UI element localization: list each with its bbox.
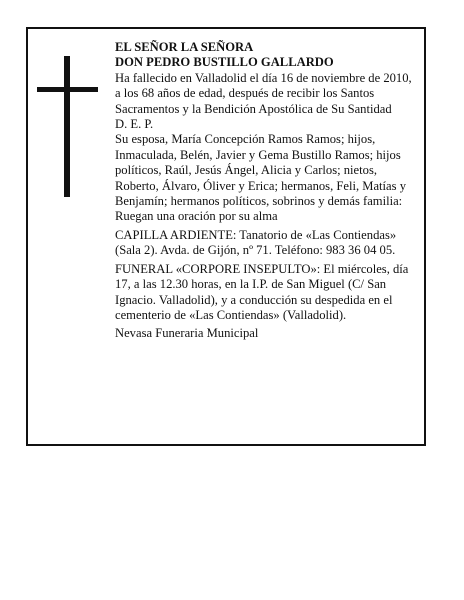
death-announcement: Ha fallecido en Valladolid el día 16 de noviembre de 2010, a los 68 años de edad, después de recibir los Santos Sacramentos y la Bendición Apostólica de Su Santidad bbox=[115, 70, 412, 116]
obituary-heading-titles: EL SEÑOR LA SEÑORA bbox=[115, 40, 254, 54]
funeral-home: Nevasa Funeraria Municipal bbox=[115, 326, 259, 341]
prayer-request: Ruegan una oración por su alma bbox=[115, 209, 278, 224]
family-list: Su esposa, María Concepción Ramos Ramos; hijos, Inmaculada, Belén, Javier y Gema Bustillo Ramos; hijos políticos, Raúl, Jesús Ángel, Alicia y Carlos; nietos, Roberto, Álvaro, Óliver y Erica; hermanos, Feli, Matías y Benjamín; hermanos políticos, sobrinos y demás familia: bbox=[115, 132, 406, 209]
obituary-content bbox=[115, 40, 420, 342]
cross-vertical-bar bbox=[64, 56, 70, 197]
funeral-info: FUNERAL «CORPORE INSEPULTO»: El miércoles, día 17, a las 12.30 horas, en la I.P. de San Miguel (C/ San Ignacio. Valladolid), y a conducción su despedida en el cementerio de «Las Contiendas» (Valladolid). bbox=[115, 261, 409, 322]
deceased-name: DON PEDRO BUSTILLO GALLARDO bbox=[115, 55, 334, 70]
chapel-info: CAPILLA ARDIENTE: Tanatorio de «Las Contiendas» (Sala 2). Avda. de Gijón, nº 71. Teléfono: 983 36 04 05. bbox=[115, 227, 397, 258]
cross-horizontal-bar bbox=[37, 87, 98, 92]
dep-text: D. E. P. bbox=[115, 117, 154, 132]
